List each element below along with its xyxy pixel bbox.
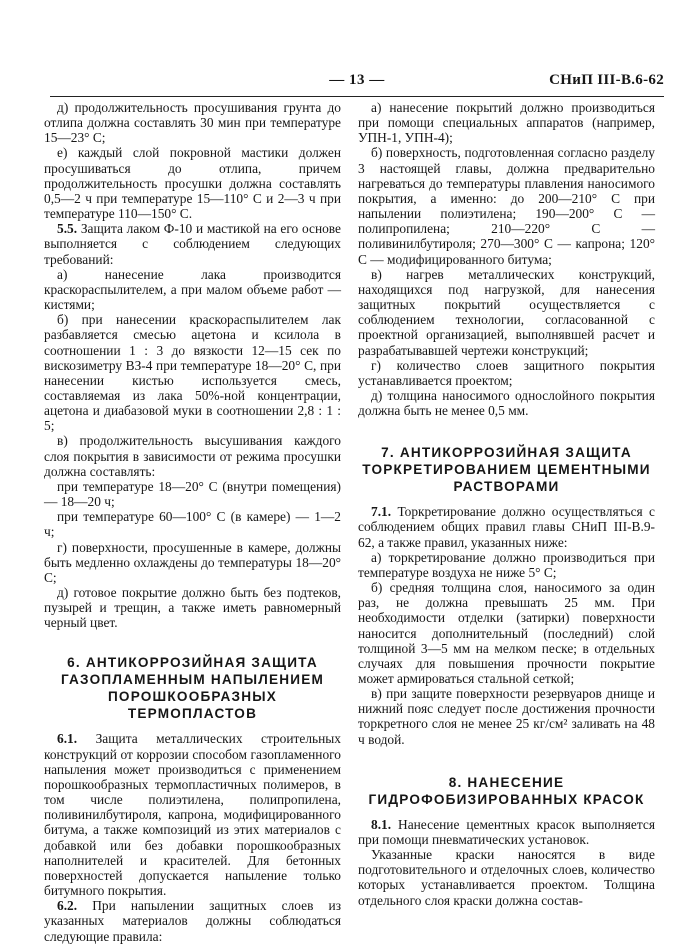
item-7-1-a: а) торкретирование должно производиться при температуре воздуха не ниже 5° С; (358, 549, 655, 580)
paragraph-text: Торкретирование должно осуществляться с соблюдением общих правил главы СНиП III-В.9-62, а также правил, указанных ниже: (358, 504, 655, 550)
item-5-5-v: в) продолжительность высушивания каждого слоя покрытия в зависимости от режима просушки должна составлять: (44, 433, 341, 479)
item-7-1-v: в) при защите поверхности резервуаров днище и нижний пояс следует после достижения прочности торкретного слоя не менее 25 кг/см² заливать на 48 ч водой. (358, 686, 655, 747)
paragraph-8-1-continued: Указанные краски наносятся в виде подготовительного и отделочных слоев, количество которых устанавливается проектом. Толщина отдельного слоя краски должна состав- (358, 847, 655, 908)
page-number: — 13 — (329, 72, 385, 88)
item-6-2-g: г) количество слоев защитного покрытия устанавливается проектом; (358, 357, 655, 388)
item-7-1-b: б) средняя толщина слоя, наносимого за один раз, не должна превышать 25 мм. При необходимости отделки (затирки) поверхности наносится дополнительный (последний) слой толщиной 3—5 мм на мелком песке; в отдельных случаях для повышения прочности покрытие может армироваться стальной сеткой; (358, 580, 655, 686)
item-5-5-a: а) нанесение лака производится краскораспылителем, а при малом объеме работ — кистями; (44, 266, 341, 313)
paragraph-text: Защита металлических строительных конструкций от коррозии способом газопламенного напыления может производиться с применением порошкообразных термопластичных полимеров, в том числе полиэтилена, полипропилена, поливинилбутироля, капрона, модифицированного битума, а также композиций из этих материалов с добавкой или без добавки порошкообразных наполнителей и красителей. Для бетонных поверхностей допускается напыление только битумного покрытия. (44, 731, 341, 899)
item-5-5-g: г) поверхности, просушенные в камере, должны быть медленно охлаждены до температуры 18—20° С; (44, 539, 341, 585)
paragraph-text: При напылении защитных слоев из указанных материалов должны соблюдаться следующие правила: (44, 898, 341, 944)
paragraph-number: 6.1. (57, 731, 78, 747)
section-6-title: 6. АНТИКОРРОЗИЙНАЯ ЗАЩИТА ГАЗОПЛАМЕННЫМ НАПЫЛЕНИЕМ ПОРОШКООБРАЗНЫХ ТЕРМОПЛАСТОВ (60, 655, 325, 722)
left-column (44, 100, 341, 944)
paragraph-text: Защита лаком Ф-10 и мастикой на его основе выполняется с соблюдением следующих требований: (44, 221, 341, 267)
item-6-2-v: в) нагрев металлических конструкций, находящихся под нагрузкой, для нанесения защитных покрытий осуществляется с соблюдением технологии, согласованной с проектной организацией, выполнявшей расчет и разрабатывавшей чертежи конструкций; (358, 266, 655, 358)
paragraph-number: 6.2. (57, 898, 78, 914)
paragraph-number: 7.1. (371, 504, 392, 520)
section-7-title: 7. АНТИКОРРОЗИЙНАЯ ЗАЩИТА ТОРКРЕТИРОВАНИЕМ ЦЕМЕНТНЫМИ РАСТВОРАМИ (362, 445, 651, 495)
item-5-5-v-indoor: при температуре 18—20° С (внутри помещения) — 18—20 ч; (44, 478, 341, 510)
item-6-2-d: д) толщина наносимого однослойного покрытия должна быть не менее 0,5 мм. (358, 387, 655, 419)
paragraph-6-2 (44, 898, 341, 943)
paragraph-text: Нанесение цементных красок выполняется при помощи пневматических установок. (358, 816, 655, 847)
item-d-drying: д) продолжительность просушивания грунта до отлипа должна составлять 30 мин при температуре 15—23° С; (44, 100, 341, 146)
paragraph-number: 5.5. (57, 221, 78, 237)
right-column (358, 100, 655, 908)
paragraph-5-5 (44, 221, 341, 266)
paragraph-7-1 (358, 504, 655, 549)
page-header (50, 70, 664, 97)
item-5-5-v-chamber: при температуре 60—100° С (в камере) — 1—2 ч; (44, 509, 341, 540)
item-5-5-b: б) при нанесении краскораспылителем лак разбавляется смесью ацетона и ксилола в соотношении 1 : 3 до вязкости 12—15 сек по вискозиметру ВЗ-4 при температуре 18—20° С, при нанесении кистью используется смесь, составляемая из лака 50%-ной концентрации, ацетона и диабазовой муки в соотношении 2,8 : 1 : 5; (44, 312, 341, 434)
item-e-layer: е) каждый слой покровной мастики должен просушиваться до отлипа, причем продолжительность просушки должна составлять 0,5—2 ч при температуре 15—110° С и 2—3 ч при температуре 110—150° С. (44, 145, 341, 222)
item-6-2-b: б) поверхность, подготовленная согласно разделу 3 настоящей главы, должна предварительно нагреваться до температуры плавления наносимого покрытия, а именно: до 200—210° С при напылении полиэтилена; 190—200° С — полипропилена; 210—220° С — поливинилбутироля; 270—300° С — капрона; 120° С — модифицированного битума; (358, 145, 655, 267)
paragraph-8-1 (358, 817, 655, 847)
document-code: СНиП III-В.6-62 (549, 72, 664, 88)
paragraph-number: 8.1. (371, 816, 392, 832)
item-6-2-a: а) нанесение покрытий должно производиться при помощи специальных аппаратов (например, УПН-1, УПН-4); (358, 100, 655, 146)
section-8-title: 8. НАНЕСЕНИЕ ГИДРОФОБИЗИРОВАННЫХ КРАСОК (368, 774, 645, 807)
paragraph-6-1 (44, 731, 341, 898)
item-5-5-d: д) готовое покрытие должно быть без подтеков, пузырей и трещин, а также иметь равномерный черный цвет. (44, 585, 341, 631)
